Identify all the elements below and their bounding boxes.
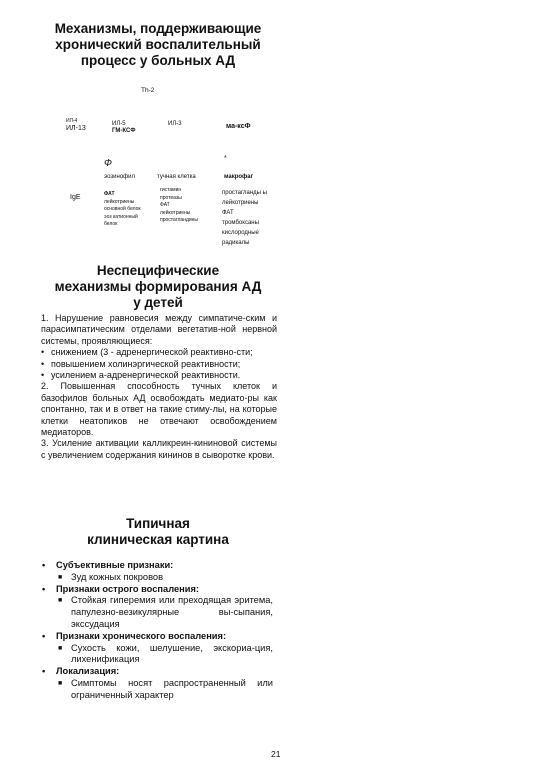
- bullet-icon: •: [41, 370, 45, 381]
- list-item: [42, 631, 273, 643]
- title-line: Неспецифические: [96, 263, 220, 278]
- list-subitem-text: Сухость кожи, шелушение, экскориа-ция, лихенификация: [71, 642, 273, 665]
- list-subitem: [42, 595, 273, 630]
- page-number: 21: [271, 749, 281, 759]
- list-heading: Локализация:: [56, 666, 120, 677]
- list-item: лейкотриены: [160, 209, 191, 216]
- diagram-gmcsf: ГМ-КСФ: [112, 128, 136, 134]
- diagram-phi: Ф: [104, 158, 112, 169]
- paragraph: 3. Усиление активации калликреин-кининовой системы с увеличением содержания кининов в сыворотке крови.: [41, 438, 277, 460]
- list-subitem-text: Стойкая гиперемия или преходящая эритема, папулезно-везикулярные вы-сыпания, экссудация: [71, 595, 273, 629]
- list-item: тромбоксаны: [222, 220, 259, 226]
- diagram-il13: ИЛ-13: [66, 125, 86, 132]
- list-item: лейкотриены: [104, 198, 135, 205]
- bullet-icon: •: [41, 347, 45, 358]
- title-line: механизмы формирования АД: [54, 279, 262, 294]
- diagram-il3: ИЛ-3: [168, 121, 182, 127]
- square-bullet-icon: ■: [58, 644, 63, 652]
- diagram-col-macrophage: [222, 188, 267, 248]
- list-subitem-text: Симптомы носят распространенный или ограниченный характер: [71, 677, 273, 700]
- title-line: хронический воспалительный: [55, 37, 261, 52]
- diagram-col-eosinophil: [104, 191, 141, 229]
- title-line: клиническая картина: [87, 532, 229, 547]
- list-heading: Субъективные признаки:: [56, 560, 174, 570]
- title-line: Механизмы, поддерживающие: [54, 21, 262, 36]
- section-nonspecific-body: [41, 313, 277, 461]
- title-line: процесс у больных АД: [80, 53, 236, 68]
- list-item: основной белок: [104, 206, 141, 213]
- list-item: [42, 666, 273, 678]
- bullet-icon: •: [42, 583, 46, 594]
- list-item: [42, 560, 273, 572]
- title-nonspecific-mechanisms: [40, 263, 276, 311]
- title-clinical-picture: [40, 516, 276, 548]
- diagram-il4: ИЛ-4: [66, 118, 78, 124]
- bullet-text: повышением холинэргической реактивности;: [51, 358, 241, 369]
- list-subitem: [42, 678, 273, 702]
- list-item: лейкотриены: [222, 200, 259, 206]
- list-item: [41, 370, 277, 381]
- diagram-il5: ИЛ-5: [112, 121, 126, 127]
- list-subitem: [42, 572, 273, 584]
- list-item: [41, 359, 277, 370]
- list-heading: Признаки хронического воспаления:: [56, 630, 227, 641]
- list-item: ФАТ: [104, 191, 115, 197]
- diagram-macrophage: макрофаг: [224, 174, 254, 180]
- clinical-list: [42, 560, 273, 702]
- list-item: эоз катионный: [104, 213, 138, 220]
- diagram-col-mast: [160, 187, 198, 225]
- list-item: ФАТ: [222, 210, 234, 216]
- list-subitem-text: Зуд кожных покровов: [71, 571, 164, 582]
- diagram-mcsf: ма-ксФ: [226, 123, 251, 130]
- square-bullet-icon: ■: [58, 573, 63, 581]
- list-item: [41, 347, 277, 358]
- bullet-text: снижением (3 - адренергической реактивно-сти;: [51, 347, 253, 358]
- list-item: белок: [104, 221, 118, 228]
- paragraph: 2. Повышенная способность тучных клеток и базофилов больных АД освобождать медиато-ры как спонтанно, так и в ответ на такие стиму-лы, на которые клетки неатопиков не отвечают освобождением медиаторов.: [41, 381, 277, 438]
- list-item: простагланды ы: [222, 190, 267, 196]
- diagram-mast-cell: тучная клетка: [157, 174, 196, 180]
- list-item: протеазы: [160, 194, 182, 201]
- paragraph: 1. Нарушение равновесия между симпатиче-ским и парасимпатическим отделами вегетатив-ной нервной системы, проявляющиеся:: [41, 313, 277, 346]
- bullet-icon: •: [42, 666, 46, 677]
- diagram-star: *: [224, 155, 227, 162]
- title-mechanisms-chronic: [40, 21, 276, 69]
- title-line: Типичная: [126, 516, 190, 531]
- list-item: кислородные: [222, 230, 259, 236]
- diagram-eosinophil: эозинофил: [104, 174, 135, 180]
- bullet-icon: •: [42, 630, 46, 641]
- diagram-ige: IgE: [70, 194, 81, 201]
- list-item: радикалы: [222, 240, 250, 246]
- list-subitem: [42, 643, 273, 667]
- list-item: гистамин: [160, 187, 182, 193]
- list-item: [42, 584, 273, 596]
- diagram-th2: Th-2: [141, 87, 155, 94]
- bullet-icon: •: [41, 358, 45, 369]
- bullet-icon: •: [42, 560, 46, 570]
- list-item: ФАТ: [160, 202, 170, 209]
- list-item: простагландины: [160, 217, 199, 224]
- square-bullet-icon: ■: [58, 679, 63, 687]
- list-heading: Признаки острого воспаления:: [56, 583, 199, 594]
- title-line: у детей: [133, 295, 183, 310]
- bullet-text: усилением а-адренергической реактивности.: [51, 370, 241, 381]
- square-bullet-icon: ■: [58, 597, 63, 605]
